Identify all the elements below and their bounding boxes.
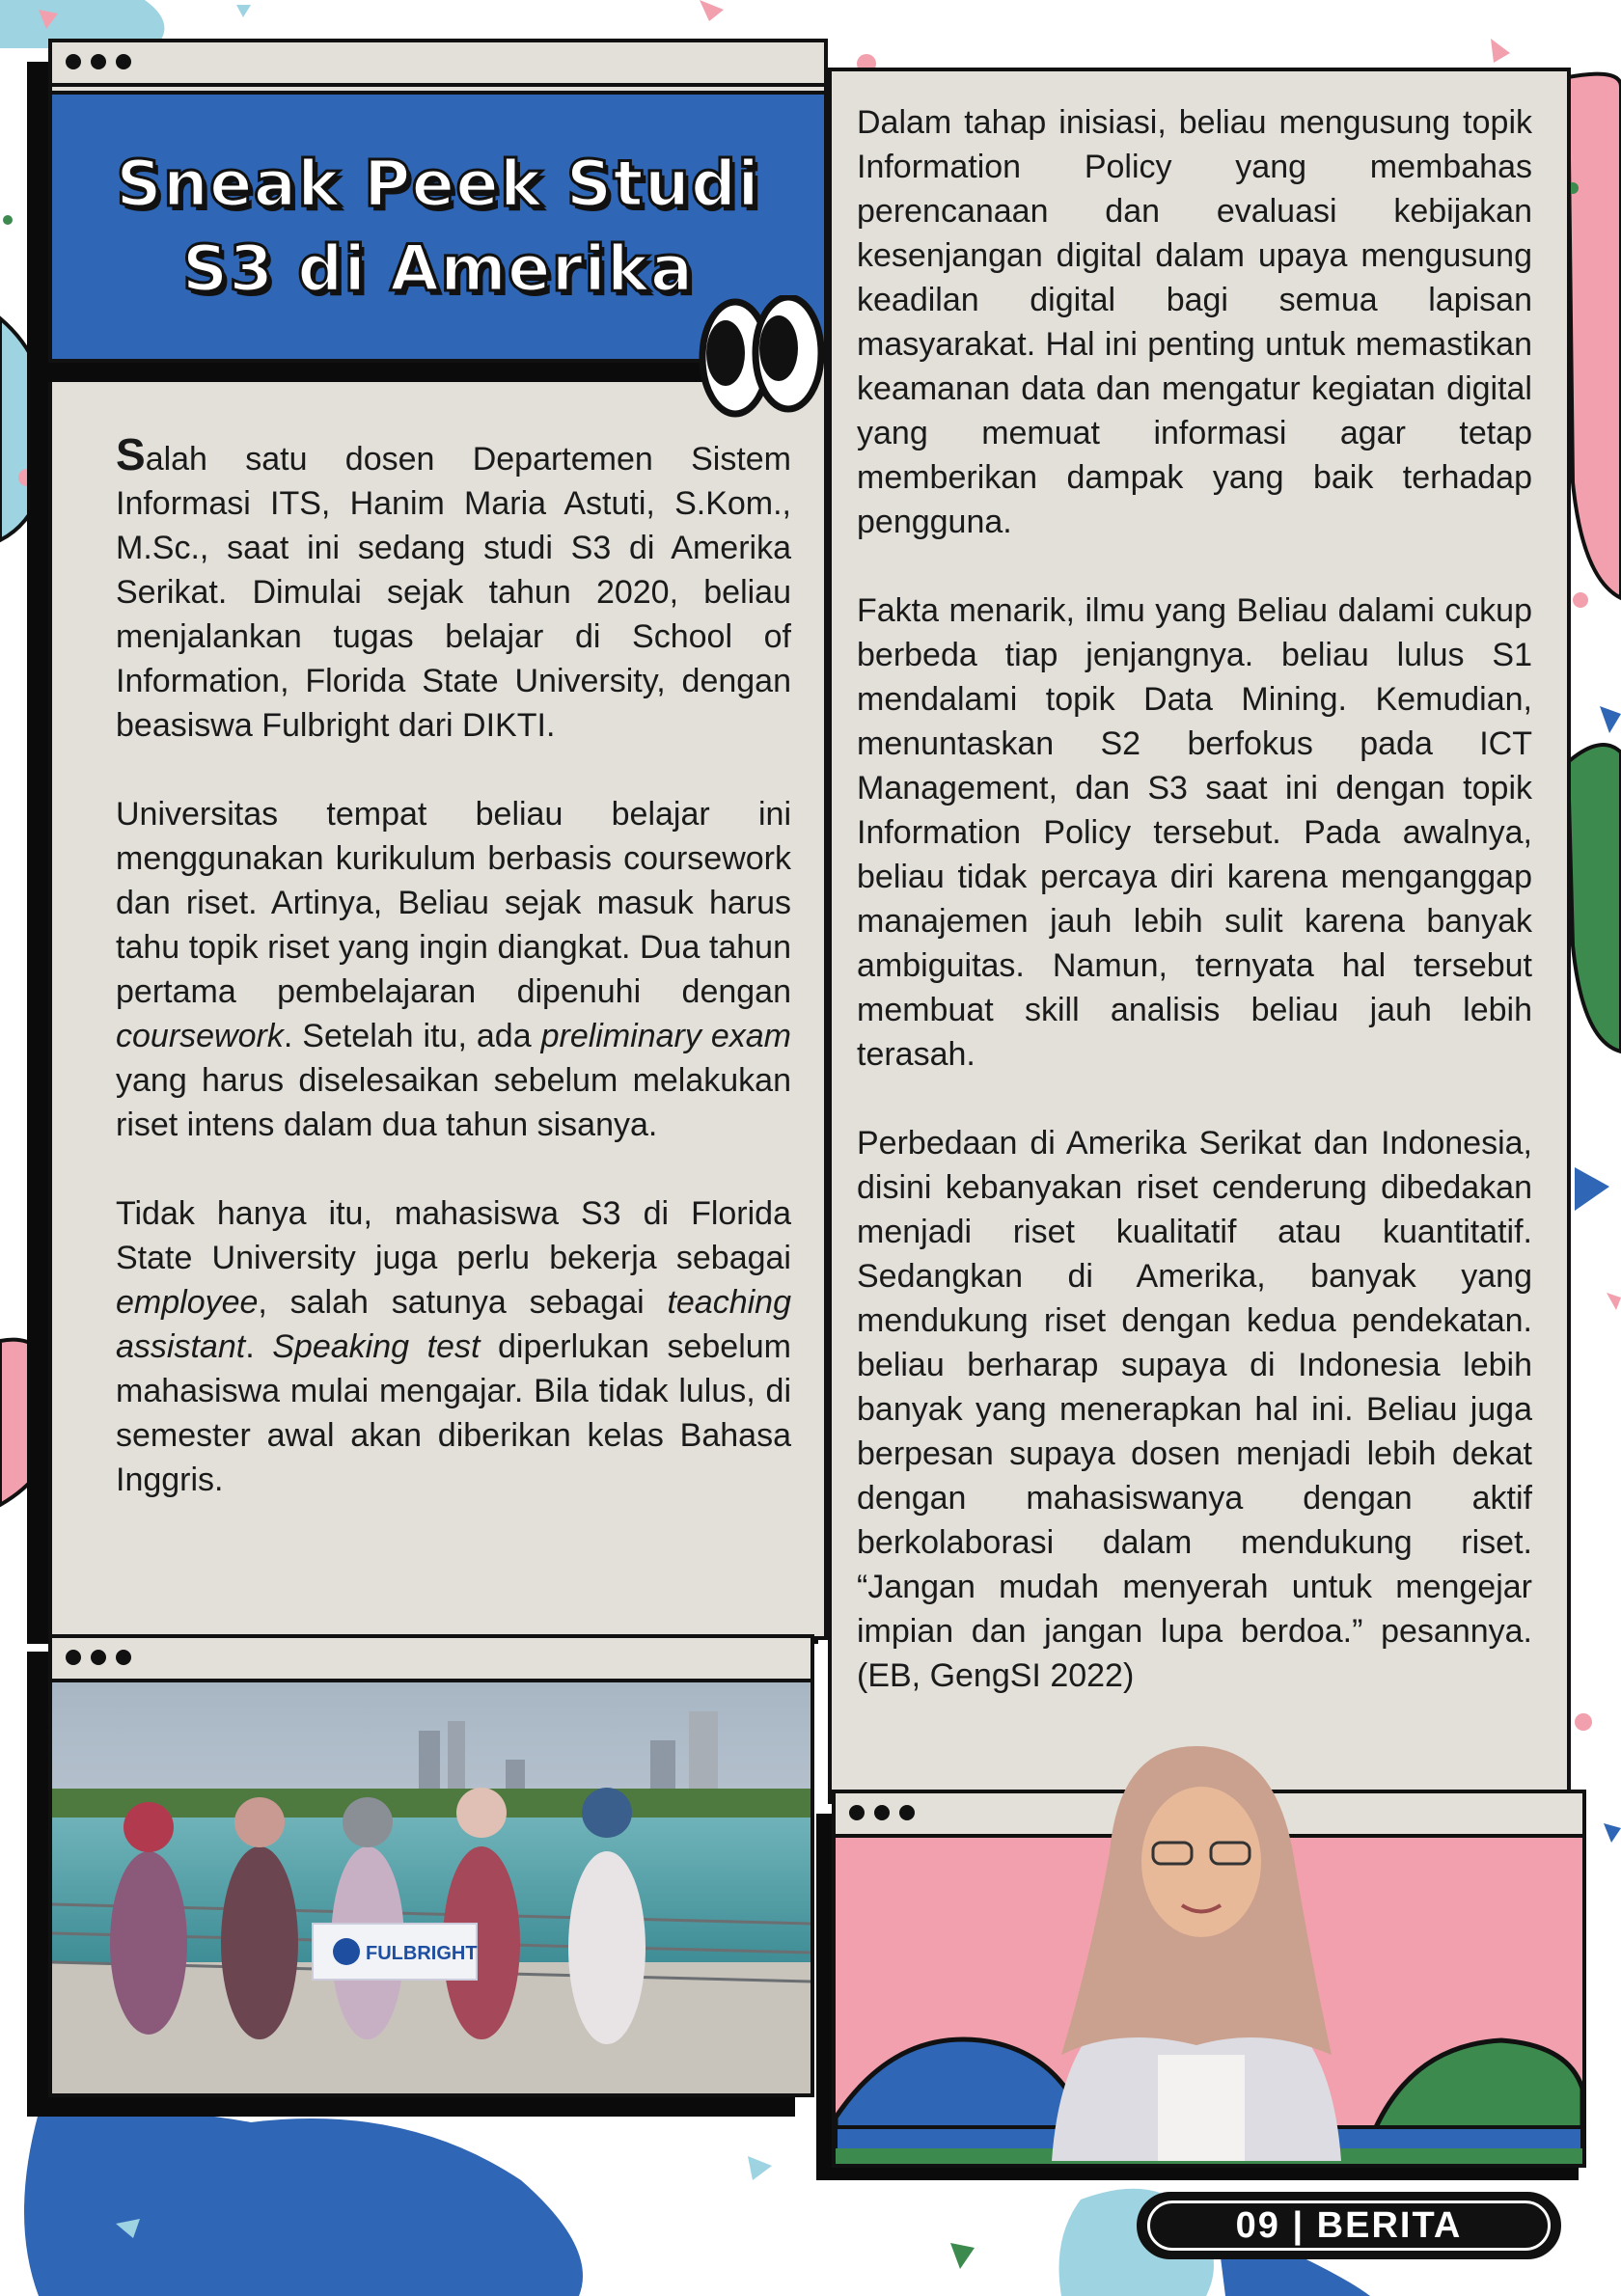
page-label: 09 | BERITA: [1235, 2204, 1463, 2246]
page-tag: [1137, 2192, 1561, 2259]
window-dots-icon: [66, 1650, 131, 1665]
paragraph-intro: Salah satu dosen Departemen Sistem Informasi ITS, Hanim Maria Astuti, S.Kom., M.Sc., saat ini sedang studi S3 di Amerika Serikat. Dimulai sejak tahun 2020, beliau menjalankan tugas belajar di School of Information, Florida State University, dengan beasiswa Fulbright dari DIKTI.: [116, 429, 791, 744]
page-tag-inner: [1147, 2200, 1551, 2251]
left-column-text: [116, 429, 791, 1502]
window-bar: [52, 42, 824, 87]
fulbright-banner-text: FULBRIGHT: [366, 1943, 478, 1964]
group-photo-window: [48, 1634, 814, 2097]
paragraph-fakta-menarik: Fakta menarik, ilmu yang Beliau dalami cukup berbeda tiap jenjangnya. beliau lulus S1 mendalami topik Data Mining. Kemudian, menuntaskan S2 berfokus pada ICT Management, dan S3 saat ini dengan topik Information Policy tersebut. Pada awalnya, beliau tidak percaya diri karena menganggap manajemen jauh lebih sulit karena banyak ambiguitas. Namun, ternyata hal tersebut membuat skill analisis beliau jauh lebih terasah.: [857, 592, 1532, 1073]
googly-eyes-icon: [697, 295, 832, 421]
group-photo: [52, 1682, 810, 2093]
paragraph-curriculum: Universitas tempat beliau belajar ini menggunakan kurikulum berbasis coursework dan riset. Artinya, Beliau sejak masuk harus tahu topik riset yang ingin diangkat. Dua tahun pertama pembelajaran dipenuhi dengan coursework. Setelah itu, ada preliminary exam yang harus diselesaikan sebelum melakukan riset intens dalam dua tahun sisanya.: [116, 796, 791, 1143]
window-bar: [52, 1638, 810, 1682]
window-dots-icon: [849, 1805, 915, 1820]
page-title: Sneak Peek Studi S3 di Amerika: [116, 147, 760, 306]
paragraph-employee: Tidak hanya itu, mahasiswa S3 di Florida State University juga perlu bekerja sebagai employee, salah satunya sebagai teaching assistant. Speaking test diperlukan sebelum mahasiswa mulai mengajar. Bila tidak lulus, di semester awal akan diberikan kelas Bahasa Inggris.: [116, 1195, 791, 1498]
right-column-text: [857, 100, 1532, 1698]
paragraph-information-policy: Dalam tahap inisiasi, beliau mengusung topik Information Policy yang membahas perencanaan dan evaluasi kebijakan kesenjangan digital dalam upaya mengusung keadilan digital bagi semua lapisan masyarakat. Hal ini penting untuk memastikan keamanan data dan mengatur kegiatan digital yang memuat informasi agar tetap memberikan dampak yang baik terhadap pengguna.: [857, 104, 1532, 540]
paragraph-perbedaan: Perbedaan di Amerika Serikat dan Indonesia, disini kebanyakan riset cenderung dibedakan menjadi riset kualitatif atau kuantitatif. Sedangkan di Amerika, banyak yang mendukung riset dengan kedua pendekatan. beliau berharap supaya di Indonesia lebih banyak yang menerapkan hal ini. Beliau juga berpesan supaya dosen menjadi lebih dekat dengan mahasiswanya dengan aktif berkolaborasi dalam mendukung riset. “Jangan mudah menyerah untuk mengejar impian dan jangan lupa berdoa.” pesannya. (EB, GengSI 2022): [857, 1125, 1532, 1694]
portrait-photo: [1013, 1736, 1380, 2161]
window-dots-icon: [66, 54, 131, 69]
